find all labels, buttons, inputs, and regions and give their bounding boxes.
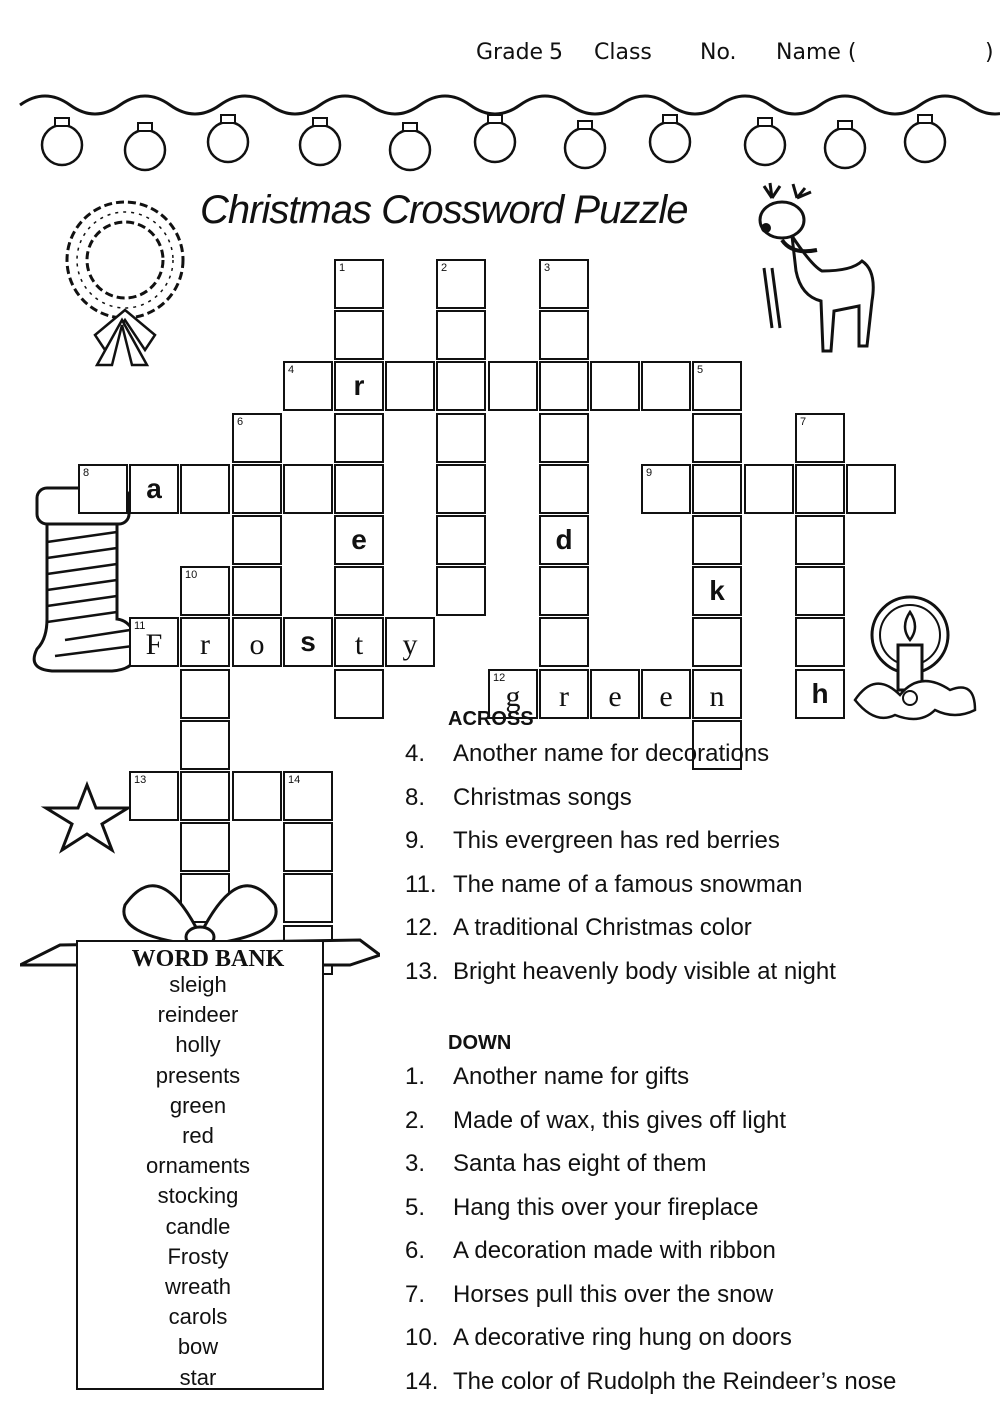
clue-number: 8 xyxy=(83,467,90,479)
crossword-cell[interactable] xyxy=(795,413,845,463)
crossword-cell[interactable] xyxy=(641,361,691,411)
crossword-cell[interactable] xyxy=(539,566,589,616)
cell-letter: o xyxy=(249,628,265,661)
cell-letter: e xyxy=(659,680,673,713)
word-bank xyxy=(70,940,330,1390)
clue-text: Santa has eight of them xyxy=(453,1150,707,1177)
crossword-cell[interactable] xyxy=(641,464,691,514)
crossword-cell[interactable] xyxy=(180,771,230,821)
clue-index: 7. xyxy=(405,1280,426,1308)
crossword-cell[interactable] xyxy=(334,310,384,360)
clue-index: 11. xyxy=(405,870,437,898)
clue-text: Bright heavenly body visible at night xyxy=(453,957,836,985)
clue-index: 10. xyxy=(405,1324,439,1351)
crossword-cell[interactable] xyxy=(539,413,589,463)
crossword-cell[interactable] xyxy=(232,771,282,821)
crossword-cell[interactable] xyxy=(129,771,179,821)
cell-letter: y xyxy=(402,628,418,661)
word-bank-box xyxy=(76,940,324,1390)
crossword-cell[interactable] xyxy=(283,771,333,821)
word-bank-item: carols xyxy=(168,1304,228,1330)
cell-letter: g xyxy=(505,680,521,713)
crossword-cell[interactable] xyxy=(232,515,282,565)
crossword-cell[interactable] xyxy=(436,413,486,463)
crossword-cell[interactable] xyxy=(334,515,384,565)
crossword-cell[interactable] xyxy=(180,669,230,719)
crossword-cell[interactable] xyxy=(488,669,538,719)
word-bank-item: Frosty xyxy=(167,1243,229,1269)
crossword-cell[interactable] xyxy=(334,259,384,309)
clue-text: This evergreen has red berries xyxy=(453,827,780,854)
puzzle-title: Christmas Crossword Puzzle xyxy=(200,188,688,232)
crossword-cell[interactable] xyxy=(539,617,589,667)
crossword-cell[interactable] xyxy=(436,566,486,616)
grade-label: Grade xyxy=(476,40,544,65)
crossword-cell[interactable] xyxy=(539,361,589,411)
crossword-cell[interactable] xyxy=(692,566,742,616)
number-label: No. xyxy=(700,40,737,65)
clue-text: The color of Rudolph the Reindeer’s nose xyxy=(453,1367,897,1395)
crossword-cell[interactable] xyxy=(232,464,282,514)
clue-number: 13 xyxy=(134,774,147,786)
crossword-cell[interactable] xyxy=(180,566,230,616)
cell-letter: d xyxy=(555,524,573,555)
crossword-cell[interactable] xyxy=(129,617,179,667)
clue-number: 9 xyxy=(646,467,653,479)
cell-letter: e xyxy=(351,524,367,555)
clue-text: Hang this over your fireplace xyxy=(453,1193,759,1221)
crossword-cell[interactable] xyxy=(232,566,282,616)
grade-value: 5 xyxy=(549,40,563,65)
crossword-cell[interactable] xyxy=(590,669,640,719)
word-bank-item: ornaments xyxy=(146,1153,250,1179)
clue-number: 12 xyxy=(493,672,506,684)
clue-number: 5 xyxy=(697,364,704,376)
crossword-cell[interactable] xyxy=(334,566,384,616)
crossword-cell[interactable] xyxy=(334,464,384,514)
clue-text: Another name for gifts xyxy=(453,1063,690,1090)
crossword-cell[interactable] xyxy=(744,464,794,514)
crossword-cell[interactable] xyxy=(539,669,589,719)
clue-index: 12. xyxy=(405,914,439,941)
cell-letter: t xyxy=(354,628,364,661)
cell-letter: k xyxy=(709,575,725,606)
crossword-cell[interactable] xyxy=(283,617,333,667)
crossword-cell[interactable] xyxy=(334,413,384,463)
clue-index: 9. xyxy=(405,827,426,854)
clue-index: 4. xyxy=(405,740,426,767)
crossword-cell[interactable] xyxy=(334,617,384,667)
crossword-cell[interactable] xyxy=(283,361,333,411)
crossword-cell[interactable] xyxy=(795,669,845,719)
crossword-cell[interactable] xyxy=(436,361,486,411)
word-bank-item: holly xyxy=(175,1032,221,1058)
crossword-cell[interactable] xyxy=(692,669,742,719)
crossword-cell[interactable] xyxy=(385,361,435,411)
crossword-cell[interactable] xyxy=(283,464,333,514)
crossword-cell[interactable] xyxy=(78,464,128,514)
clue-text: Made of wax, this gives off light xyxy=(453,1106,787,1134)
crossword-cell[interactable] xyxy=(539,310,589,360)
cell-letter: n xyxy=(709,680,725,713)
clue-text: Another name for decorations xyxy=(453,740,770,767)
across-heading: ACROSS xyxy=(448,708,534,730)
clue-index: 6. xyxy=(405,1237,426,1264)
word-bank-item: reindeer xyxy=(157,1002,239,1028)
crossword-cell[interactable] xyxy=(846,464,896,514)
crossword-cell[interactable] xyxy=(795,464,845,514)
crossword-cell[interactable] xyxy=(334,361,384,411)
crossword-cell[interactable] xyxy=(436,464,486,514)
word-bank-item: bow xyxy=(177,1334,219,1360)
crossword-cell[interactable] xyxy=(232,617,282,667)
clue-index: 8. xyxy=(405,783,426,811)
crossword-cell[interactable] xyxy=(334,669,384,719)
clue-number: 7 xyxy=(800,416,807,428)
name-close-paren: ) xyxy=(985,40,994,65)
crossword-cell[interactable] xyxy=(436,259,486,309)
clue-number: 2 xyxy=(441,262,448,274)
clue-index: 13. xyxy=(405,957,439,985)
clue-number: 1 xyxy=(339,262,346,274)
word-bank-item: green xyxy=(169,1092,227,1118)
word-bank-item: wreath xyxy=(164,1274,232,1299)
cell-letter: h xyxy=(811,678,829,709)
word-bank-item: sleigh xyxy=(169,972,227,997)
clue-text: A decorative ring hung on doors xyxy=(453,1324,792,1351)
clue-index: 5. xyxy=(405,1193,426,1221)
cell-letter: F xyxy=(145,628,163,661)
clue-index: 3. xyxy=(405,1150,426,1177)
crossword-cell[interactable] xyxy=(232,413,282,463)
clue-text: A decoration made with ribbon xyxy=(453,1237,776,1264)
clue-text: A traditional Christmas color xyxy=(453,914,752,941)
cell-letter: s xyxy=(300,626,316,657)
word-bank-title: WORD BANK xyxy=(131,946,285,972)
cell-letter: r xyxy=(353,370,365,401)
word-bank-item: red xyxy=(182,1123,214,1148)
clue-index: 2. xyxy=(405,1106,426,1134)
crossword-cell[interactable] xyxy=(539,515,589,565)
word-bank-item: stocking xyxy=(157,1183,239,1209)
crossword-cell[interactable] xyxy=(641,669,691,719)
clue-text: The name of a famous snowman xyxy=(453,870,803,898)
clue-number: 11 xyxy=(134,620,146,632)
crossword-cell[interactable] xyxy=(539,464,589,514)
cell-letter: e xyxy=(608,680,622,713)
crossword-cell[interactable] xyxy=(180,617,230,667)
crossword-cell[interactable] xyxy=(795,566,845,616)
clue-text: Christmas songs xyxy=(453,783,632,811)
word-bank-item: star xyxy=(179,1364,217,1390)
word-bank-item: candle xyxy=(165,1213,231,1239)
class-label: Class xyxy=(594,40,652,65)
cell-letter: r xyxy=(200,628,210,661)
clue-number: 6 xyxy=(237,416,244,428)
clue-text: Horses pull this over the snow xyxy=(453,1280,774,1308)
clue-number: 3 xyxy=(544,262,551,274)
crossword-cell[interactable] xyxy=(692,720,742,770)
clue-number: 4 xyxy=(288,364,295,376)
crossword-cell[interactable] xyxy=(129,464,179,514)
cell-letter: r xyxy=(559,680,569,713)
crossword-cell[interactable] xyxy=(436,310,486,360)
crossword-cell[interactable] xyxy=(590,361,640,411)
crossword-cell[interactable] xyxy=(692,617,742,667)
crossword-cell[interactable] xyxy=(795,617,845,667)
word-bank-item: presents xyxy=(155,1062,241,1088)
clue-number: 14 xyxy=(288,774,301,786)
name-label: Name ( xyxy=(776,40,857,65)
cell-letter: a xyxy=(146,473,162,504)
crossword-cell[interactable] xyxy=(692,361,742,411)
down-heading: DOWN xyxy=(448,1032,512,1054)
crossword-cell[interactable] xyxy=(539,259,589,309)
clue-index: 14. xyxy=(405,1367,439,1395)
crossword-cell[interactable] xyxy=(385,617,435,667)
crossword-cell[interactable] xyxy=(795,515,845,565)
clue-index: 1. xyxy=(405,1063,426,1090)
crossword-cell[interactable] xyxy=(692,515,742,565)
crossword-cell[interactable] xyxy=(692,464,742,514)
clue-number: 10 xyxy=(185,569,198,581)
crossword-cell[interactable] xyxy=(488,361,538,411)
crossword-cell[interactable] xyxy=(180,720,230,770)
crossword-cell[interactable] xyxy=(436,515,486,565)
crossword-cell[interactable] xyxy=(692,413,742,463)
crossword-cell[interactable] xyxy=(180,464,230,514)
